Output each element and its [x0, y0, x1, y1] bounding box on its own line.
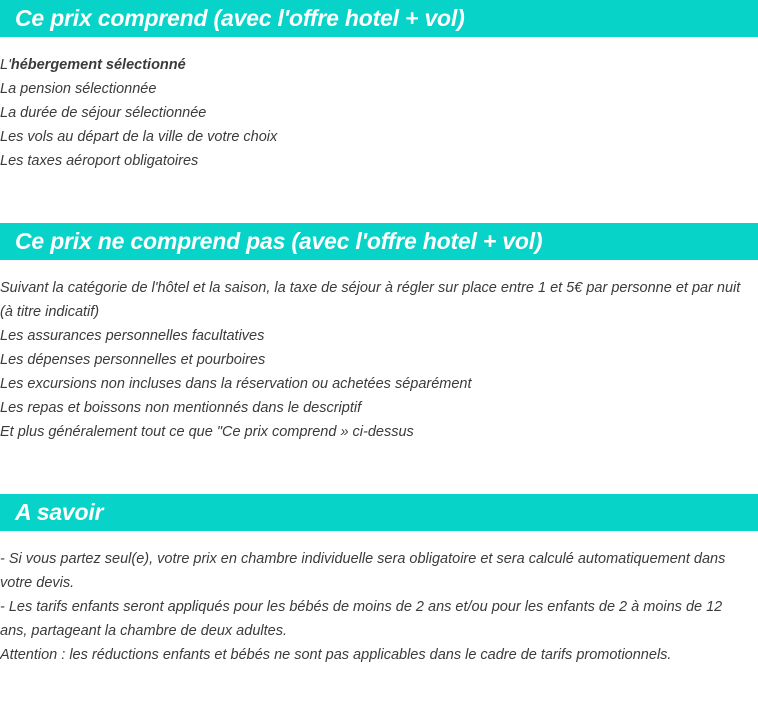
list-item: Et plus généralement tout ce que "Ce prix comprend » ci-dessus	[0, 424, 414, 440]
list-item: Les vols au départ de la ville de votre choix	[0, 129, 278, 145]
price-excludes-title: Ce prix ne comprend pas (avec l'offre hotel + vol)	[15, 228, 543, 254]
list-item: La durée de séjour sélectionnée	[0, 105, 207, 121]
price-excludes-list	[0, 276, 758, 444]
good-to-know-list	[0, 547, 758, 667]
list-item	[0, 53, 758, 77]
list-item: Les dépenses personnelles et pourboires	[0, 352, 266, 368]
list-item: - Si vous partez seul(e), votre prix en chambre individuelle sera obligatoire et sera calculé automatiquement dans votre devis.	[0, 551, 726, 591]
list-item: Suivant la catégorie de l'hôtel et la saison, la taxe de séjour à régler sur place entre 1 et 5€ par personne et par nuit (à titre indicatif)	[0, 280, 741, 320]
list-item: Attention : les réductions enfants et bébés ne sont pas applicables dans le cadre de tarifs promotionnels.	[0, 647, 672, 663]
good-to-know-title: A savoir	[15, 499, 104, 525]
list-item-bold: hébergement sélectionné	[10, 57, 186, 73]
price-includes-title: Ce prix comprend (avec l'offre hotel + vol)	[15, 5, 465, 31]
price-includes-header	[0, 0, 758, 37]
list-item: Les taxes aéroport obligatoires	[0, 153, 199, 169]
good-to-know-section	[0, 494, 758, 667]
list-item: Les assurances personnelles facultatives	[0, 328, 265, 344]
list-item-prefix: L'	[0, 57, 11, 73]
list-item: Les repas et boissons non mentionnés dans le descriptif	[0, 400, 362, 416]
list-item: La pension sélectionnée	[0, 81, 157, 97]
list-item: Les excursions non incluses dans la réservation ou achetées séparément	[0, 376, 472, 392]
good-to-know-header	[0, 494, 758, 531]
price-excludes-section	[0, 223, 758, 444]
price-excludes-header	[0, 223, 758, 260]
list-item: - Les tarifs enfants seront appliqués pour les bébés de moins de 2 ans et/ou pour les enfants de 2 à moins de 12 ans, partageant la chambre de deux adultes.	[0, 599, 723, 639]
price-includes-section	[0, 0, 758, 173]
price-includes-list	[0, 53, 758, 173]
